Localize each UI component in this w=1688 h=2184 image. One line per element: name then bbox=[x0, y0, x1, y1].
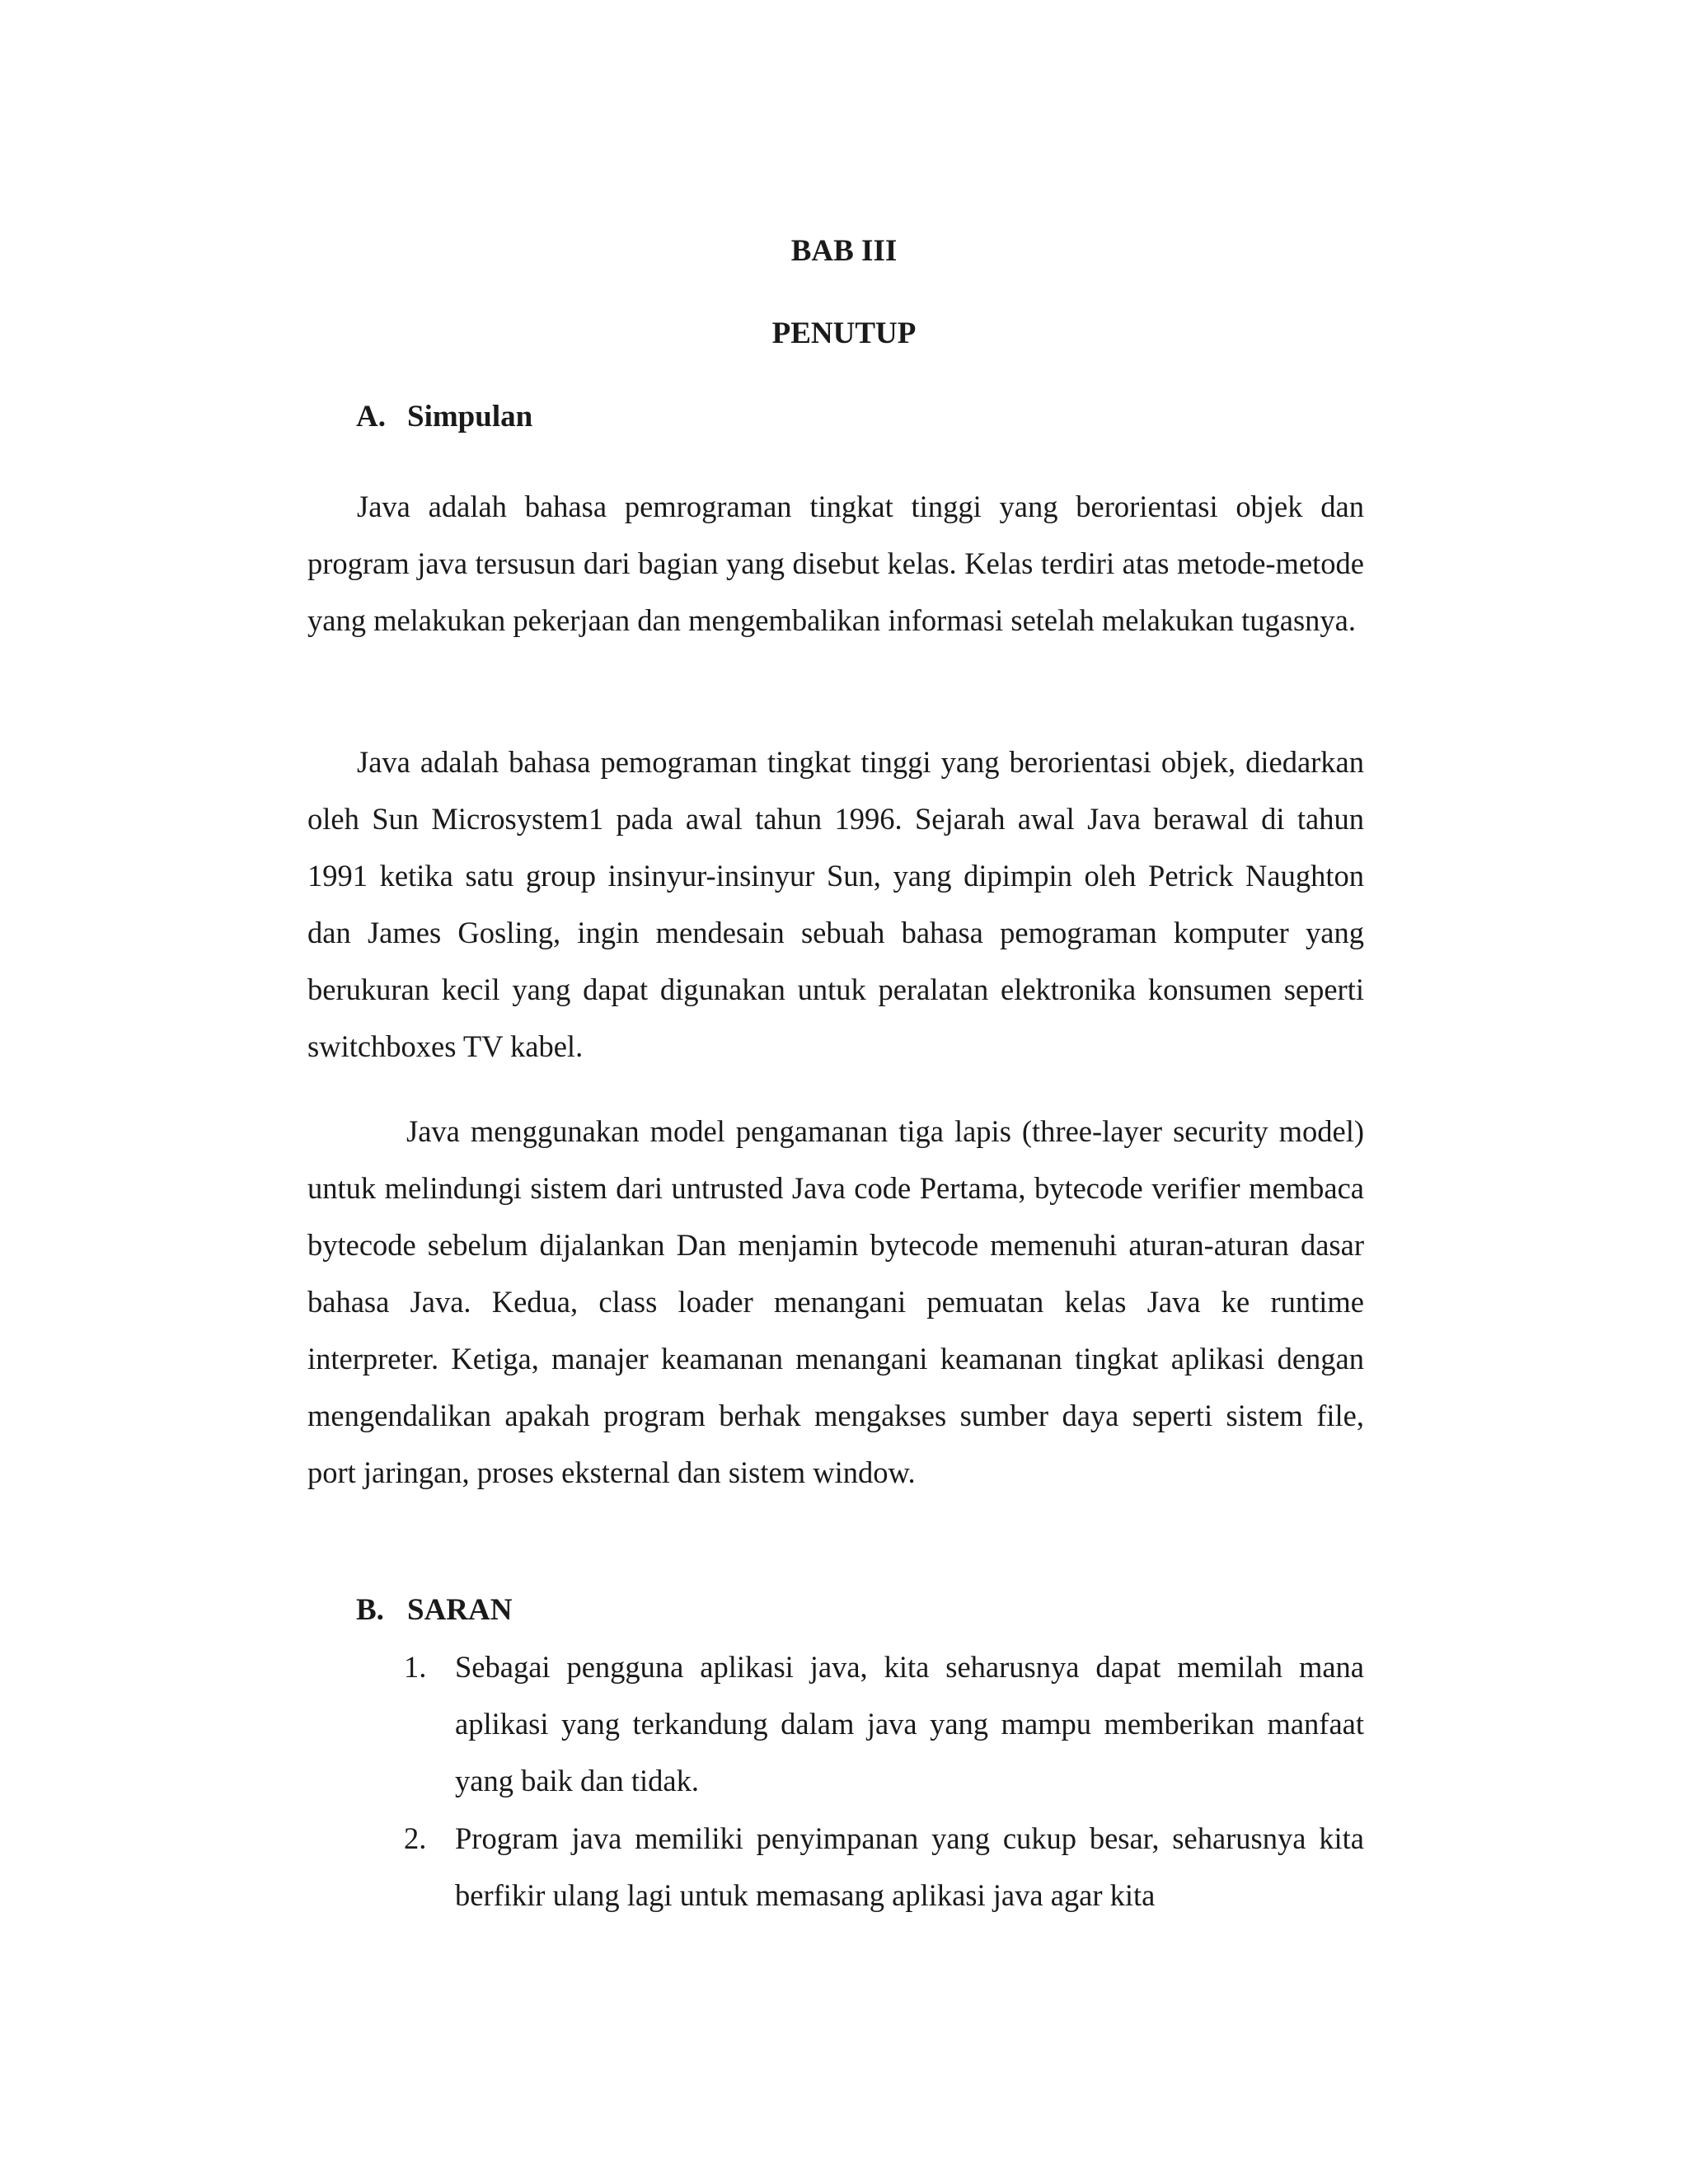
section-heading-simpulan bbox=[356, 399, 532, 435]
section-letter: A. bbox=[356, 400, 386, 434]
list-item-number: 2. bbox=[404, 1821, 427, 1855]
saran-list-item bbox=[404, 1810, 1364, 1924]
simpulan-paragraph-2: Java adalah bahasa pemograman tingkat tinggi yang berorientasi objek, diedarkan oleh Sun Microsystem1 pada awal tahun 1996. Sejarah awal Java berawal di tahun 1991 ketika satu group insinyur-insinyur Sun, yang dipimpin oleh Petrick Naughton dan James Gosling, ingin mendesain sebuah bahasa pemograman komputer yang berukuran kecil yang dapat digunakan untuk peralatan elektronika konsumen seperti switchboxes TV kabel. bbox=[307, 745, 1364, 1063]
simpulan-paragraph-3: Java menggunakan model pengamanan tiga lapis (three-layer security model) untuk melindungi sistem dari untrusted Java code Pertama, bytecode verifier membaca bytecode sebelum dijalankan Dan menjamin bytecode memenuhi aturan-aturan dasar bahasa Java. Kedua, class loader menangani pemuatan kelas Java ke runtime interpreter. Ketiga, manajer keamanan menangani keamanan tingkat aplikasi dengan mengendalikan apakah program berhak mengakses sumber daya seperti sistem file, port jaringan, proses eksternal dan sistem window. bbox=[307, 1114, 1364, 1489]
list-item-number: 1. bbox=[404, 1650, 427, 1684]
chapter-title: PENUTUP bbox=[771, 316, 917, 350]
simpulan-paragraph-1: Java adalah bahasa pemrograman tingkat tinggi yang berorientasi objek dan program java tersusun dari bagian yang disebut kelas. Kelas terdiri atas metode-metode yang melakukan pekerjaan dan mengembalikan informasi setelah melakukan tugasnya. bbox=[307, 490, 1364, 637]
list-item-text: Program java memiliki penyimpanan yang cukup besar, seharusnya kita berfikir ulang lagi untuk memasang aplikasi java agar kita bbox=[455, 1821, 1364, 1912]
section-title: SARAN bbox=[407, 1593, 513, 1627]
saran-list-item bbox=[404, 1638, 1364, 1809]
list-item-text: Sebagai pengguna aplikasi java, kita seharusnya dapat memilah mana aplikasi yang terkandung dalam java yang mampu memberikan manfaat yang baik dan tidak. bbox=[455, 1650, 1364, 1797]
section-heading-saran bbox=[356, 1592, 512, 1629]
section-letter: B. bbox=[356, 1593, 384, 1627]
chapter-label: BAB III bbox=[790, 234, 898, 268]
section-title: Simpulan bbox=[407, 400, 533, 434]
